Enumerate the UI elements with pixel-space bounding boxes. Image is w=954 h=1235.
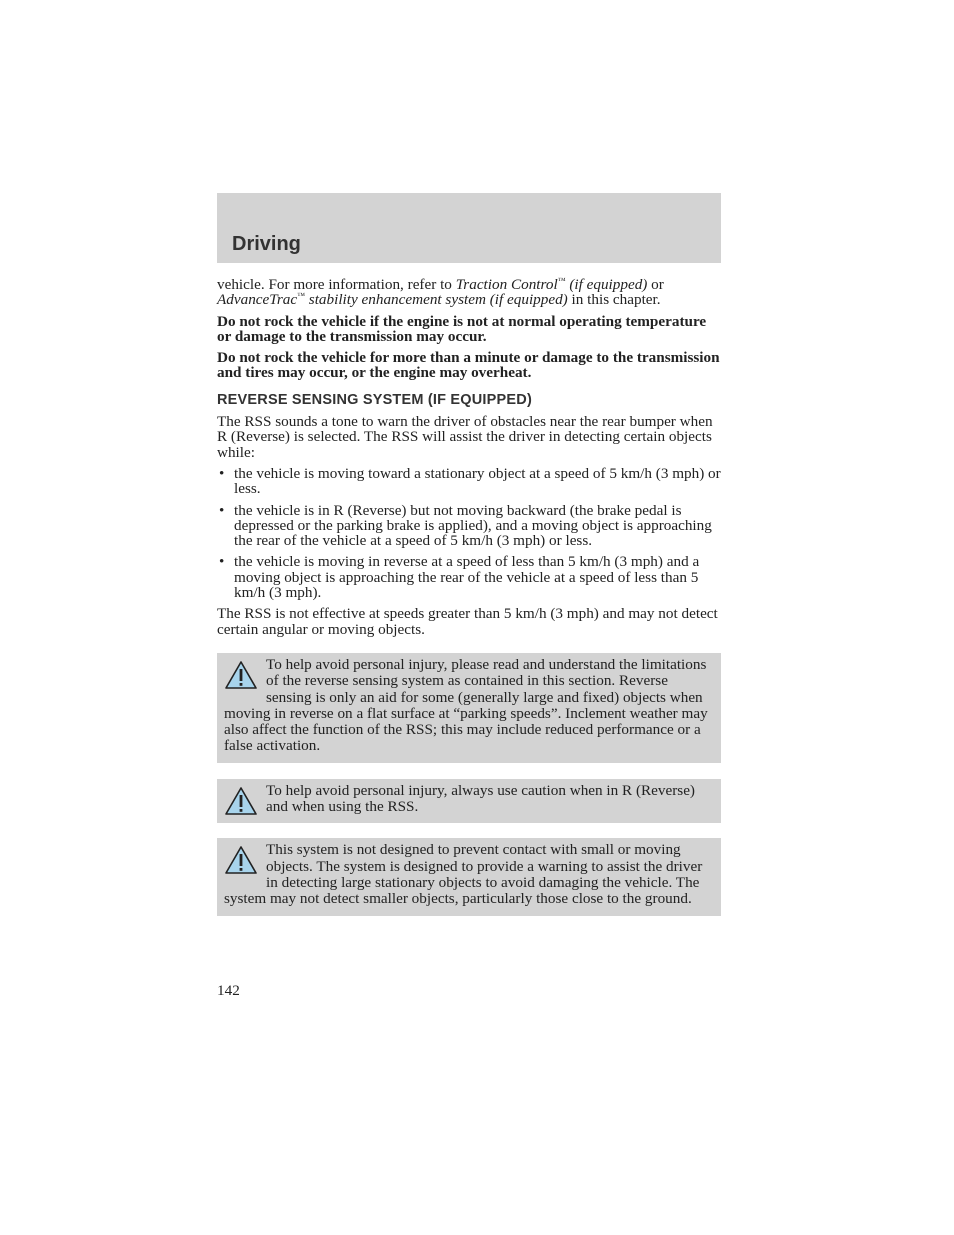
- section-heading: REVERSE SENSING SYSTEM (IF EQUIPPED): [217, 391, 532, 408]
- section-header: [217, 193, 721, 263]
- section-intro: The RSS sounds a tone to warn the driver of obstacles near the rear bumper when R (Reverse) is selected. The RSS will assist the driver in detecting certain objects while:: [217, 413, 713, 461]
- warning-triangle-icon: [224, 786, 258, 816]
- warning-box-caution: [217, 779, 721, 824]
- warning-triangle-icon: [224, 660, 258, 690]
- bullet-icon: •: [219, 464, 225, 482]
- list-item: • the vehicle is moving in reverse at a speed of less than 5 km/h (3 mph) and a moving object is approaching the rear of the vehicle at a speed of less than 5 km/h (3 mph).: [219, 553, 700, 602]
- caution-rocking-duration: Do not rock the vehicle for more than a minute or damage to the transmission and tires may occur, or the engine may overheat.: [217, 349, 720, 382]
- traction-control-reference: Traction Control™ (if equipped): [455, 275, 648, 293]
- warning-text: To help avoid personal injury, please read and understand the limitations of the reverse sensing system as contained in this section. Reverse sensing is only an aid for some (generally large and fixed) objects when moving in reverse on a flat surface at “parking speeds”. Inclement weather may also affect the function of the RSS; this may include reduced performance or a false activation.: [224, 655, 708, 755]
- caution-engine-temperature: Do not rock the vehicle if the engine is not at normal operating temperature or damage to the transmission may occur.: [217, 312, 707, 345]
- conditions-list: [217, 466, 721, 600]
- intro-paragraph: vehicle. For more information, refer to Traction Control™ (if equipped) or AdvanceTrac™ stability enhancement system (if equipped) in this chapter.: [217, 275, 664, 309]
- page-content: [217, 277, 721, 916]
- advancetrac-reference: AdvanceTrac™ stability enhancement system (if equipped): [217, 291, 568, 309]
- bullet-icon: •: [219, 553, 225, 571]
- warning-text: This system is not designed to prevent contact with small or moving objects. The system is designed to provide a warning to assist the driver in detecting large stationary objects to avoid damaging the vehicle. The system may not detect smaller objects, particularly those close to the ground.: [224, 841, 703, 908]
- header-title: Driving: [232, 233, 301, 255]
- page-number: 142: [217, 982, 240, 999]
- section-outro: The RSS is not effective at speeds greater than 5 km/h (3 mph) and may not detect certain angular or moving objects.: [217, 605, 718, 638]
- bullet-icon: •: [219, 501, 225, 519]
- warning-box-limitations: [217, 653, 721, 763]
- warning-box-small-objects: [217, 838, 721, 915]
- list-item: • the vehicle is moving toward a stationary object at a speed of 5 km/h (3 mph) or less.: [219, 464, 721, 498]
- list-item: • the vehicle is in R (Reverse) but not moving backward (the brake pedal is depressed or the parking brake is applied), and a moving object is approaching the rear of the vehicle at a speed of 5 km/h (3 mph) or less.: [219, 501, 712, 550]
- warning-triangle-icon: [224, 845, 258, 875]
- warning-text: To help avoid personal injury, always use caution when in R (Reverse) and when using the RSS.: [266, 781, 695, 816]
